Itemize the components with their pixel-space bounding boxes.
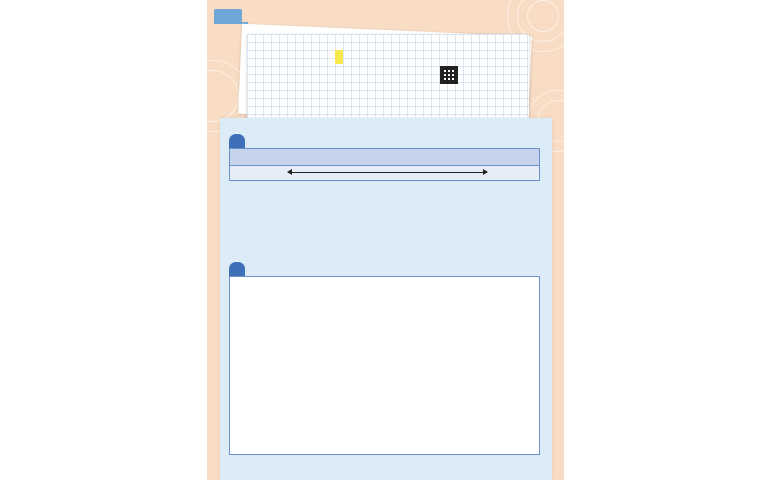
section1-header: [229, 134, 245, 148]
unit-tab: [214, 9, 242, 22]
section2-header: [229, 262, 245, 276]
frequency-scale: [230, 166, 539, 180]
frequency-table: [229, 148, 540, 181]
notepad-rings: [250, 26, 526, 40]
intro-label: [335, 50, 343, 64]
page-title: [340, 66, 434, 90]
position-box: [229, 276, 540, 455]
frequency-table-header: [230, 149, 540, 166]
qr-code-icon[interactable]: [440, 66, 458, 84]
double-arrow-icon: [288, 172, 487, 173]
